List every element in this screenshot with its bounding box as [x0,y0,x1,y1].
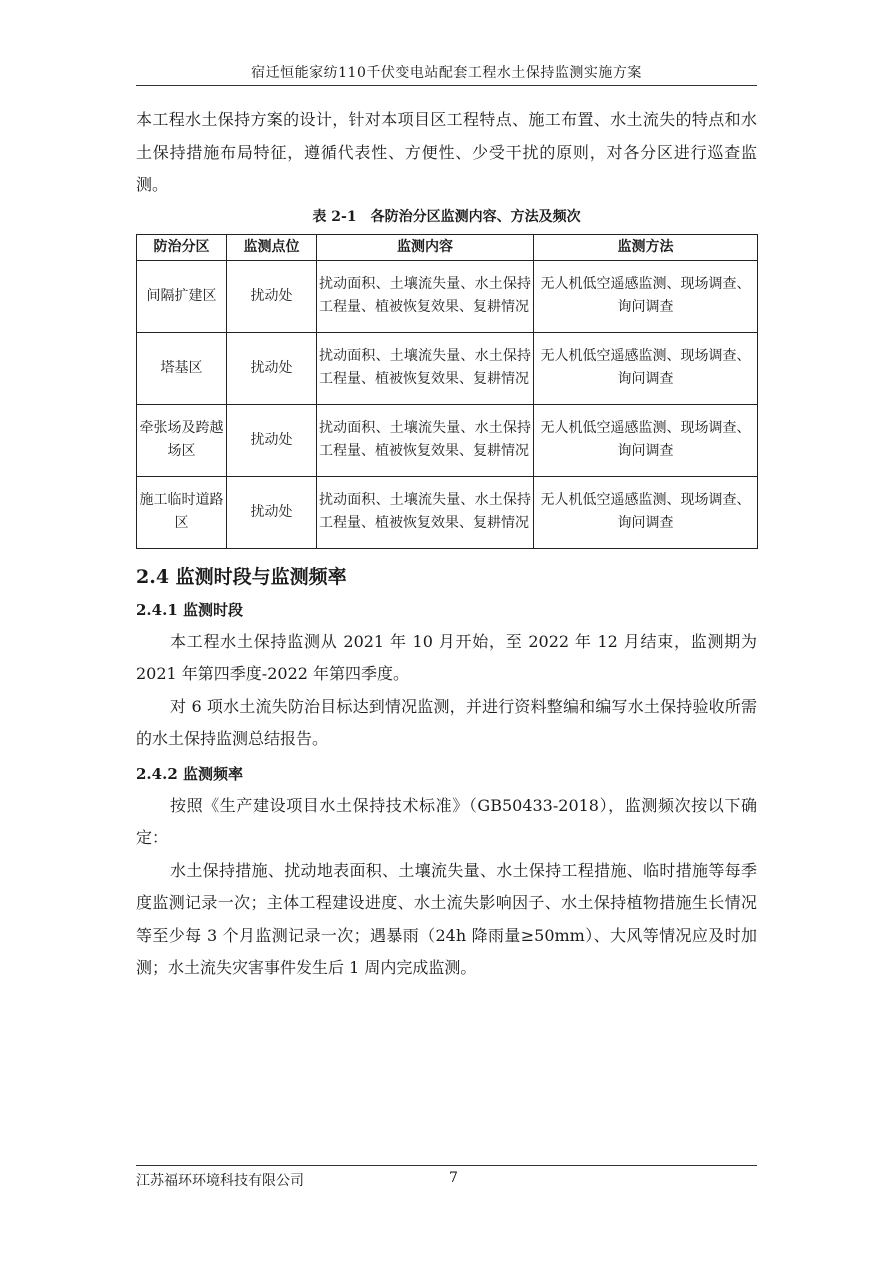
paragraph: 按照《生产建设项目水土保持技术标准》（GB50433-2018），监测频次按以下确定： [136,795,757,847]
cell-method: 无人机低空遥感监测、现场调查、询问调查 [534,476,758,548]
cell-content: 扰动面积、土壤流失量、水土保持工程量、植被恢复效果、复耕情况 [317,476,534,548]
footer-company: 江苏福环环境科技有限公司 [136,1173,304,1189]
cell-zone: 塔基区 [137,332,227,404]
paragraph: 本工程水土保持监测从 2021 年 10 月开始，至 2022 年 12 月结束，监测期为 2021 年第四季度-2022 年第四季度。 [136,631,757,683]
cell-method: 无人机低空遥感监测、现场调查、询问调查 [534,332,758,404]
subsection-heading-2-4-2: 2.4.2 监测频率 [136,764,243,783]
column-header-method: 监测方法 [534,234,758,260]
footer-divider [136,1165,757,1166]
table-caption: 表 2-1 各防治分区监测内容、方法及频次 [312,208,581,225]
cell-content: 扰动面积、土壤流失量、水土保持工程量、植被恢复效果、复耕情况 [317,404,534,476]
cell-point: 扰动处 [227,404,317,476]
table-row [137,476,758,548]
cell-point: 扰动处 [227,332,317,404]
cell-content: 扰动面积、土壤流失量、水土保持工程量、植被恢复效果、复耕情况 [317,260,534,332]
cell-zone: 间隔扩建区 [137,260,227,332]
column-header-content: 监测内容 [317,234,534,260]
paragraph: 对 6 项水土流失防治目标达到情况监测，并进行资料整编和编写水土保持验收所需的水土保持监测总结报告。 [136,696,757,748]
column-header-zone: 防治分区 [137,234,227,260]
cell-zone: 牵张场及跨越场区 [137,404,227,476]
column-header-point: 监测点位 [227,234,317,260]
cell-method: 无人机低空遥感监测、现场调查、询问调查 [534,260,758,332]
section-heading-2-4: 2.4 监测时段与监测频率 [136,565,347,588]
table-row [137,404,758,476]
subsection-heading-2-4-1: 2.4.1 监测时段 [136,600,243,619]
page-number: 7 [449,1170,458,1186]
cell-method: 无人机低空遥感监测、现场调查、询问调查 [534,404,758,476]
table-header-row [137,234,758,260]
paragraph: 水土保持措施、扰动地表面积、土壤流失量、水土保持工程措施、临时措施等每季度监测记录一次；主体工程建设进度、水土流失影响因子、水土保持植物措施生长情况等至少每 3 个月监测记录一次；遇暴雨（24h 降雨量≥50mm）、大风等情况应及时加测；水土流失灾害事件发生后 1 周内完成监测。 [136,860,757,977]
monitoring-table [136,234,758,549]
running-header: 宿迁恒能家纺110千伏变电站配套工程水土保持监测实施方案 [251,65,642,81]
header-divider [136,85,757,86]
cell-point: 扰动处 [227,476,317,548]
intro-paragraph: 本工程水土保持方案的设计，针对本项目区工程特点、施工布置、水土流失的特点和水土保持措施布局特征，遵循代表性、方便性、少受干扰的原则，对各分区进行巡查监测。 [136,110,757,194]
cell-content: 扰动面积、土壤流失量、水土保持工程量、植被恢复效果、复耕情况 [317,332,534,404]
cell-zone: 施工临时道路区 [137,476,227,548]
page-body [136,104,757,985]
cell-point: 扰动处 [227,260,317,332]
table-row [137,332,758,404]
table-row [137,260,758,332]
